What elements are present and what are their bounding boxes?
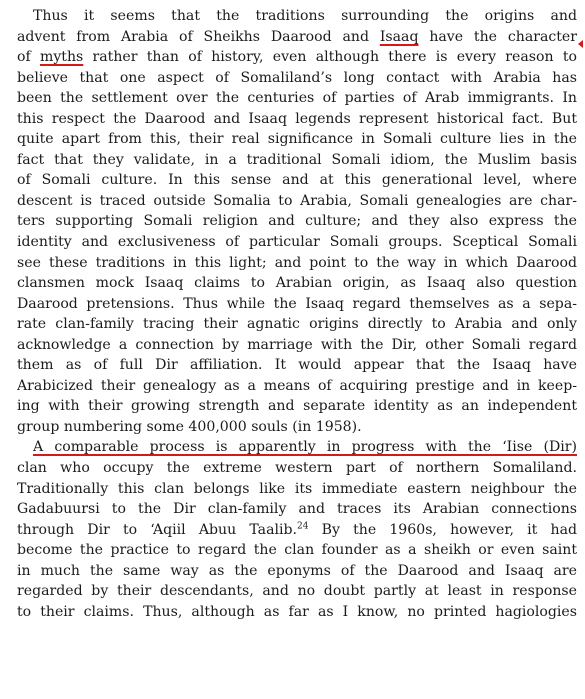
text-line: identity and exclusiveness of particular Somali groups. Sceptical Somali: [17, 234, 577, 251]
text-segment: of: [17, 49, 40, 66]
text-line: been the settlement over the centuries of parties of Arab immigrants. In: [17, 90, 577, 107]
text-segment: advent from Arabia of Sheikhs Daarood and: [17, 28, 380, 45]
text-line: believe that one aspect of Somaliland’s long contact with Arabia has: [17, 69, 577, 86]
text-segment: rather than of history, even although there is every reason to: [83, 49, 577, 66]
text-segment: have the character: [418, 28, 577, 45]
text-segment: By the 1960s, however, it had: [308, 521, 577, 538]
text-line: of Somali culture. In this sense and at this generational level, where: [17, 172, 577, 189]
footnote-ref[interactable]: 24: [297, 520, 309, 531]
text-line: regarded by their descendants, and no doubt partly at least in response: [17, 583, 577, 600]
text-line: descent is traced outside Somalia to Arabia, Somali genealogies are char-: [17, 192, 577, 209]
highlighted-term-isaaq: Isaaq: [379, 28, 419, 45]
text-line: quite apart from this, their real significance in Somali culture lies in the: [17, 131, 577, 148]
text-segment: through Dir to ‘Aqiil Abuu Taalib.: [17, 521, 297, 538]
margin-annotation-marker: [578, 40, 583, 48]
text-line: ing with their growing strength and separate identity as an independent: [17, 398, 577, 415]
text-line: acknowledge a connection by marriage with the Dir, other Somali regard: [17, 336, 577, 353]
text-line: [17, 27, 577, 48]
text-line: see these traditions in this light; and point to the way in which Daarood: [17, 254, 577, 271]
text-line: [17, 437, 577, 458]
text-line: them as of full Dir affiliation. It would appear that the Isaaq have: [17, 357, 577, 374]
text-line: Gadabuursi to the Dir clan-family and traces its Arabian connections: [17, 501, 577, 518]
text-line: Thus it seems that the traditions surrounding the origins and: [33, 8, 577, 24]
text-line: this respect the Daarood and Isaaq legends represent historical fact. But: [17, 110, 577, 127]
text-line: become the practice to regard the clan founder as a sheikh or even saint: [17, 542, 577, 559]
text-line: ters supporting Somali religion and culture; and they also express the: [17, 213, 577, 230]
body-text: [17, 6, 577, 622]
highlighted-sentence: A comparable process is apparently in progress with the ‘Iise (Dir): [33, 439, 577, 456]
text-line: rate clan-family tracing their agnatic origins directly to Arabia and only: [17, 316, 577, 333]
text-line: Arabicized their genealogy as a means of acquiring prestige and in keep-: [17, 377, 577, 394]
text-line: clan who occupy the extreme western part of northern Somaliland.: [17, 460, 577, 477]
text-line: group numbering some 400,000 souls (in 1958).: [17, 418, 362, 435]
highlighted-term-myths: myths: [39, 49, 84, 66]
text-line: [17, 520, 577, 541]
text-line: fact that they validate, in a traditional Somali idiom, the Muslim basis: [17, 151, 577, 168]
text-line: Daarood pretensions. Thus while the Isaaq regard themselves as a sepa-: [17, 295, 577, 312]
text-line: [17, 47, 577, 68]
text-line: clansmen mock Isaaq claims to Arabian origin, as Isaaq also question: [17, 275, 577, 292]
text-line: to their claims. Thus, although as far as I know, no printed hagiologies: [17, 603, 577, 620]
text-line: in much the same way as the eponyms of the Daarood and Isaaq are: [17, 562, 577, 579]
text-line: Traditionally this clan belongs like its immediate eastern neighbour the: [17, 480, 577, 497]
